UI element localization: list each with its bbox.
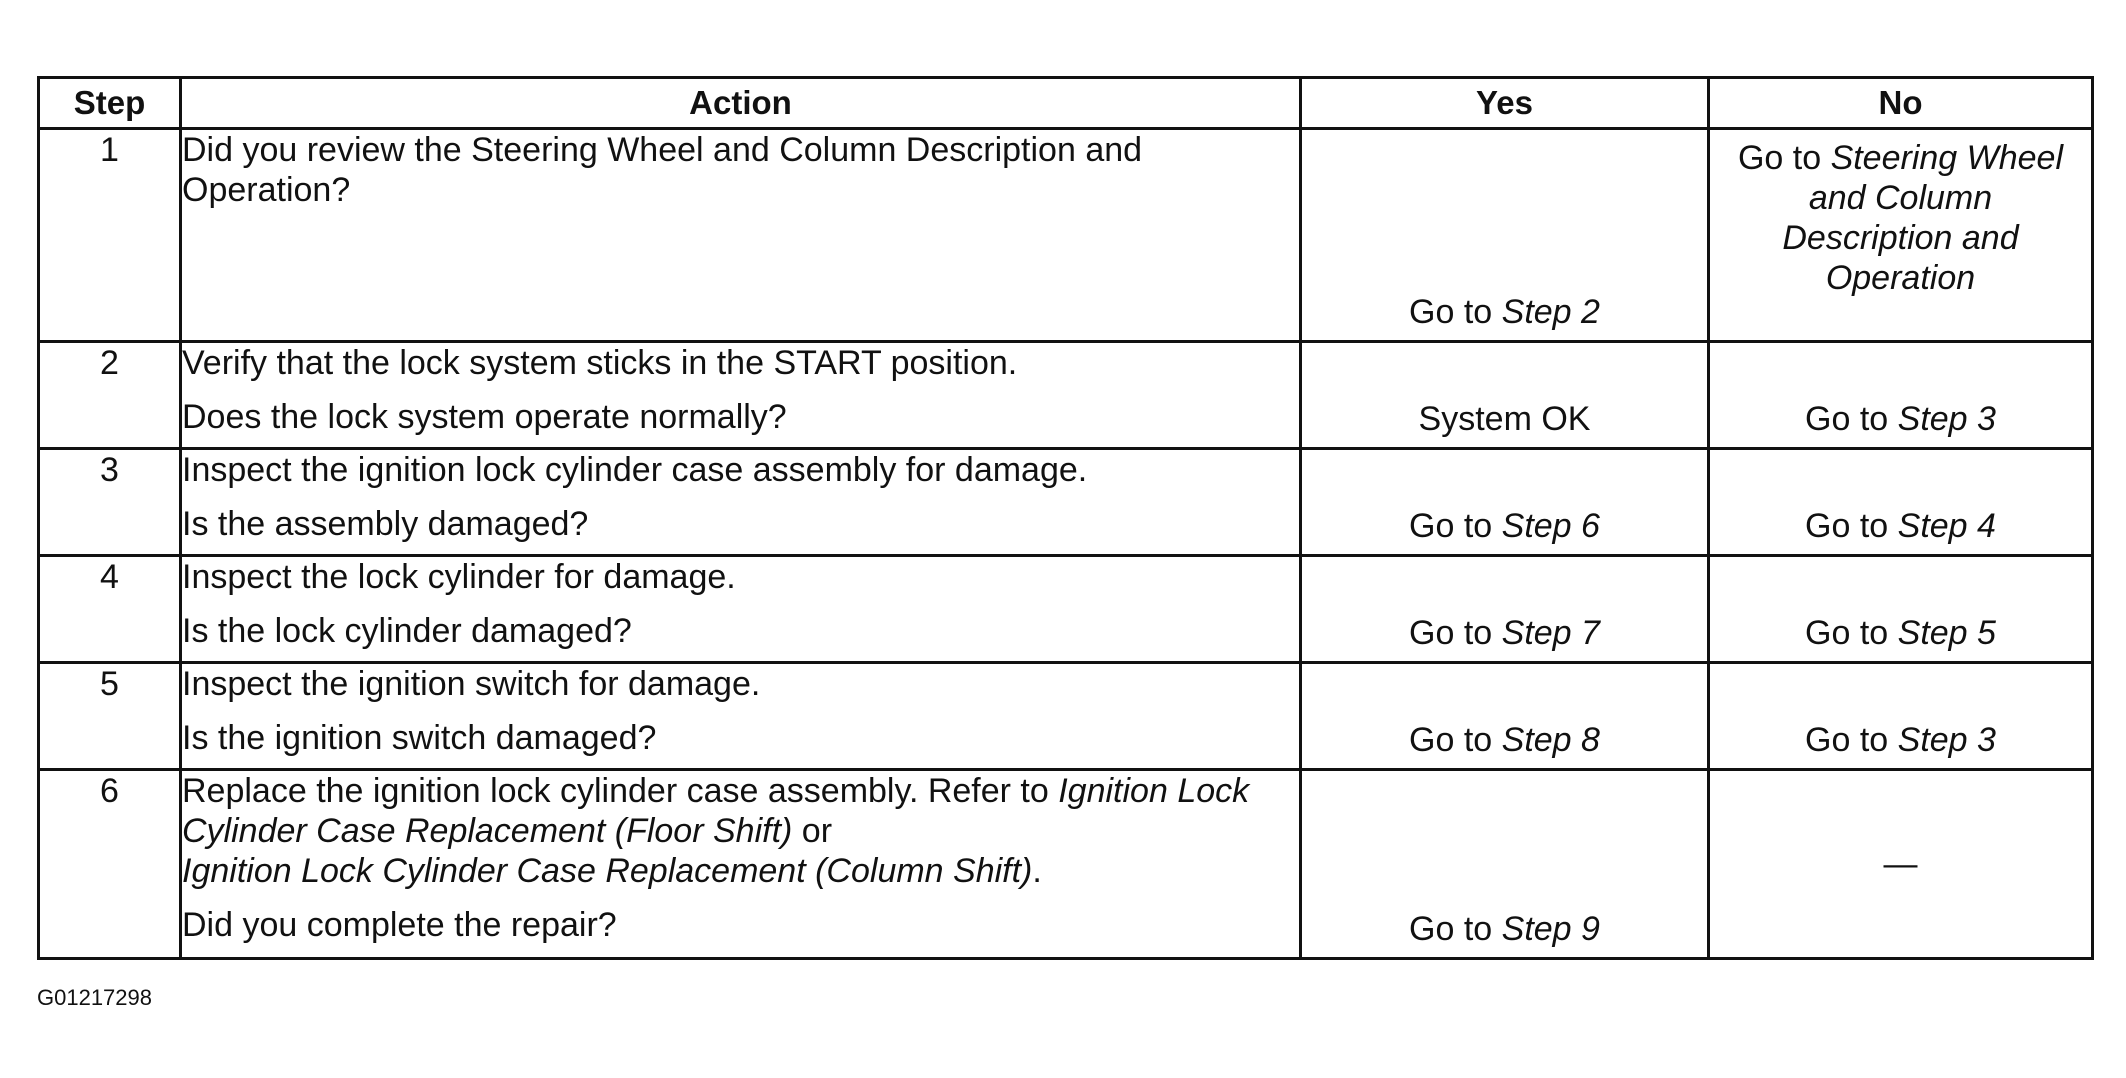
- header-step: Step: [39, 78, 181, 129]
- yes-result: System OK: [1418, 399, 1591, 438]
- step-number: 2: [39, 342, 181, 449]
- action-cell: [181, 663, 1301, 770]
- action-question: Is the assembly damaged?: [182, 505, 589, 544]
- goto-prefix: Go to: [1409, 613, 1502, 652]
- no-cell: [1709, 556, 2093, 663]
- procedure-reference: Ignition Lock Cylinder Case Replacement (Column Shift): [182, 852, 1033, 891]
- table-header-row: [39, 78, 2093, 129]
- step-reference: Step 4: [1897, 506, 1996, 545]
- action-cell: [181, 770, 1301, 959]
- yes-cell: [1301, 449, 1709, 556]
- action-text: Verify that the lock system sticks in the START position.: [182, 344, 1018, 382]
- yes-cell: [1301, 129, 1709, 342]
- step-reference: Step 3: [1897, 720, 1996, 759]
- no-cell: [1709, 663, 2093, 770]
- goto-prefix: Go to: [1409, 292, 1502, 331]
- action-text-part: Replace the ignition lock cylinder case assembly. Refer to: [182, 772, 1059, 810]
- no-cell: [1709, 449, 2093, 556]
- step-number: 1: [39, 129, 181, 342]
- goto-prefix: Go to: [1805, 613, 1898, 652]
- table-row: [39, 556, 2093, 663]
- goto-prefix: Go to: [1805, 506, 1898, 545]
- action-cell: [181, 449, 1301, 556]
- table-row: [39, 129, 2093, 342]
- table-row: [39, 663, 2093, 770]
- goto-prefix: Go to: [1805, 720, 1898, 759]
- action-question: Is the ignition switch damaged?: [182, 719, 657, 758]
- yes-result: [1302, 720, 1707, 760]
- table-row: [39, 342, 2093, 449]
- action-text: Inspect the ignition switch for damage.: [182, 665, 761, 703]
- step-reference: Step 3: [1897, 399, 1996, 438]
- step-number: 5: [39, 663, 181, 770]
- table-row: [39, 449, 2093, 556]
- yes-result: [1302, 909, 1707, 949]
- yes-cell: [1301, 556, 1709, 663]
- goto-prefix: Go to: [1737, 139, 1831, 177]
- action-text-part: or: [792, 812, 833, 851]
- yes-result: [1302, 292, 1707, 332]
- goto-prefix: Go to: [1805, 399, 1898, 438]
- yes-result: [1302, 506, 1707, 546]
- no-result: [1710, 720, 2091, 760]
- action-text: [182, 771, 1299, 891]
- goto-prefix: Go to: [1409, 506, 1502, 545]
- yes-cell: [1301, 770, 1709, 959]
- header-yes: Yes: [1301, 78, 1709, 129]
- figure-id: G01217298: [37, 985, 152, 1010]
- step-number: 4: [39, 556, 181, 663]
- step-number: 6: [39, 770, 181, 959]
- action-text: Inspect the lock cylinder for damage.: [182, 558, 736, 596]
- action-cell: [181, 129, 1301, 342]
- no-result: [1710, 399, 2091, 439]
- no-cell: [1709, 342, 2093, 449]
- header-action: Action: [181, 78, 1301, 129]
- action-question: Does the lock system operate normally?: [182, 398, 787, 437]
- yes-cell: [1301, 663, 1709, 770]
- header-no: No: [1709, 78, 2093, 129]
- action-cell: [181, 342, 1301, 449]
- procedure-reference: Ignition Lock Cylinder Case Replacement (Floor Shift): [182, 772, 1250, 851]
- step-reference: Step 2: [1501, 292, 1600, 331]
- action-question: Did you complete the repair?: [182, 906, 617, 945]
- goto-prefix: Go to: [1409, 720, 1502, 759]
- step-number: 3: [39, 449, 181, 556]
- step-reference: Step 6: [1501, 506, 1600, 545]
- step-reference: Step 9: [1501, 909, 1600, 948]
- diagnostic-table: [37, 76, 2094, 960]
- action-text: Inspect the ignition lock cylinder case assembly for damage.: [182, 451, 1088, 489]
- diagnostic-table-container: [37, 76, 2091, 960]
- no-result: —: [1883, 844, 1918, 883]
- procedure-reference: Steering Wheel and Column Description and Operation: [1782, 139, 2064, 298]
- step-reference: Step 8: [1501, 720, 1600, 759]
- goto-prefix: Go to: [1409, 909, 1502, 948]
- yes-result: [1302, 613, 1707, 653]
- step-reference: Step 7: [1501, 613, 1600, 652]
- no-cell: [1709, 129, 2093, 342]
- no-result: [1738, 139, 2063, 297]
- action-text-part: .: [1032, 852, 1042, 891]
- no-result: [1710, 613, 2091, 653]
- table-row: [39, 770, 2093, 959]
- action-text: Did you review the Steering Wheel and Column Description and Operation?: [182, 131, 1143, 210]
- action-question: Is the lock cylinder damaged?: [182, 612, 632, 651]
- no-cell: [1709, 770, 2093, 959]
- no-result: [1710, 506, 2091, 546]
- yes-cell: [1301, 342, 1709, 449]
- action-cell: [181, 556, 1301, 663]
- step-reference: Step 5: [1897, 613, 1996, 652]
